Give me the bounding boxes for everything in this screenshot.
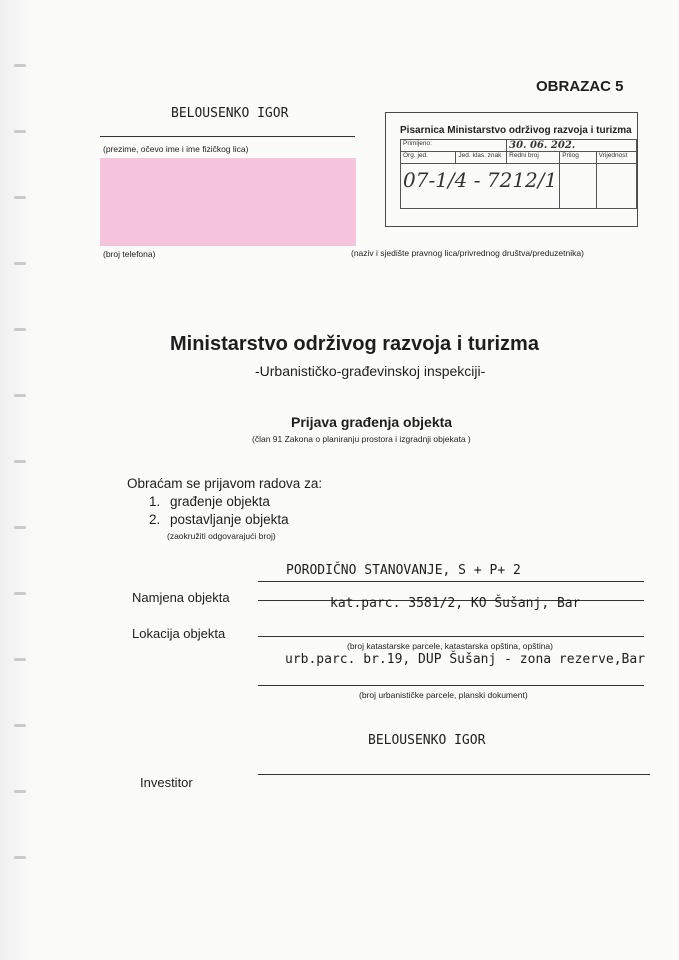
stamp-header: Org. jed. (401, 152, 456, 164)
punch-hole (14, 724, 26, 727)
urban-parcel-line (258, 685, 644, 686)
option-text: građenje objekta (170, 494, 270, 509)
urban-parcel-value: urb.parc. br.19, DUP Šušanj - zona rezerve,Bar (285, 652, 646, 667)
stamp-header: Vrijednost (596, 152, 636, 164)
applicant-name-line (100, 136, 355, 137)
urban-parcel-caption: (broj urbanističke parcele, planski dokument) (359, 690, 528, 700)
stamp-empty-cell (596, 164, 636, 209)
phone-caption: (broj telefona) (103, 249, 156, 259)
ministry-title: Ministarstvo održivog razvoja i turizma (170, 333, 539, 355)
option-text: postavljanje objekta (170, 512, 289, 527)
document-title: Prijava građenja objekta (291, 414, 453, 430)
stamp-number: 07-1/4 - 7212/1 (401, 164, 560, 209)
punch-hole (14, 196, 26, 199)
punch-hole (14, 592, 26, 595)
redaction-block (100, 158, 356, 246)
location-line (258, 636, 644, 637)
purpose-label: Namjena objekta (132, 590, 230, 605)
ministry-subtitle: -Urbanističko-građevinskoj inspekciji- (255, 363, 486, 379)
punch-hole (14, 658, 26, 661)
punch-hole (14, 130, 26, 133)
request-intro: Obraćam se prijavom radova za: (127, 476, 323, 491)
punch-hole (14, 394, 26, 397)
option-item (149, 494, 270, 509)
stamp-received-date: 30. 06. 202. (507, 140, 637, 152)
punch-hole (14, 328, 26, 331)
stamp-received-label: Primljeno: (401, 140, 507, 152)
registry-stamp (385, 112, 638, 227)
applicant-name-caption: (prezime, očevo ime i ime fizičkog lica) (103, 144, 249, 154)
purpose-line-top (258, 581, 644, 582)
document-subtitle: (član 91 Zakona o planiranju prostora i izgradnji objekata ) (252, 434, 471, 444)
purpose-value: PORODIČNO STANOVANJE, S + P+ 2 (286, 563, 521, 578)
location-label: Lokacija objekta (132, 626, 226, 641)
investor-line (258, 774, 650, 775)
option-number: 2. (149, 512, 161, 527)
punch-hole (14, 790, 26, 793)
punch-hole (14, 64, 26, 67)
stamp-title: Pisarnica Ministarstvo održivog razvoja i turizma (400, 125, 632, 136)
option-number: 1. (149, 494, 161, 509)
investor-value: BELOUSENKO IGOR (368, 733, 486, 748)
stamp-header: Redni broj (507, 152, 560, 164)
stamp-empty-cell (560, 164, 596, 209)
stamp-header: Jed. klas. znak (456, 152, 507, 164)
legal-entity-caption: (naziv i sjedište pravnog lica/privrednog društva/preduzetnika) (351, 248, 584, 258)
stamp-table (400, 139, 637, 209)
cadastral-caption: (broj katastarske parcele, katastarska opština, opština) (347, 641, 553, 651)
cadastral-value: kat.parc. 3581/2, KO Šušanj, Bar (330, 596, 581, 611)
form-label: OBRAZAC 5 (536, 78, 624, 95)
punch-hole (14, 526, 26, 529)
punch-hole (14, 262, 26, 265)
applicant-name: BELOUSENKO IGOR (171, 106, 289, 121)
binding-strip (0, 0, 38, 960)
punch-hole (14, 856, 26, 859)
option-item (149, 512, 289, 527)
punch-hole (14, 460, 26, 463)
investor-label: Investitor (140, 775, 193, 790)
option-hint: (zaokružiti odgovarajući broj) (167, 531, 276, 541)
stamp-header: Prilog (560, 152, 596, 164)
